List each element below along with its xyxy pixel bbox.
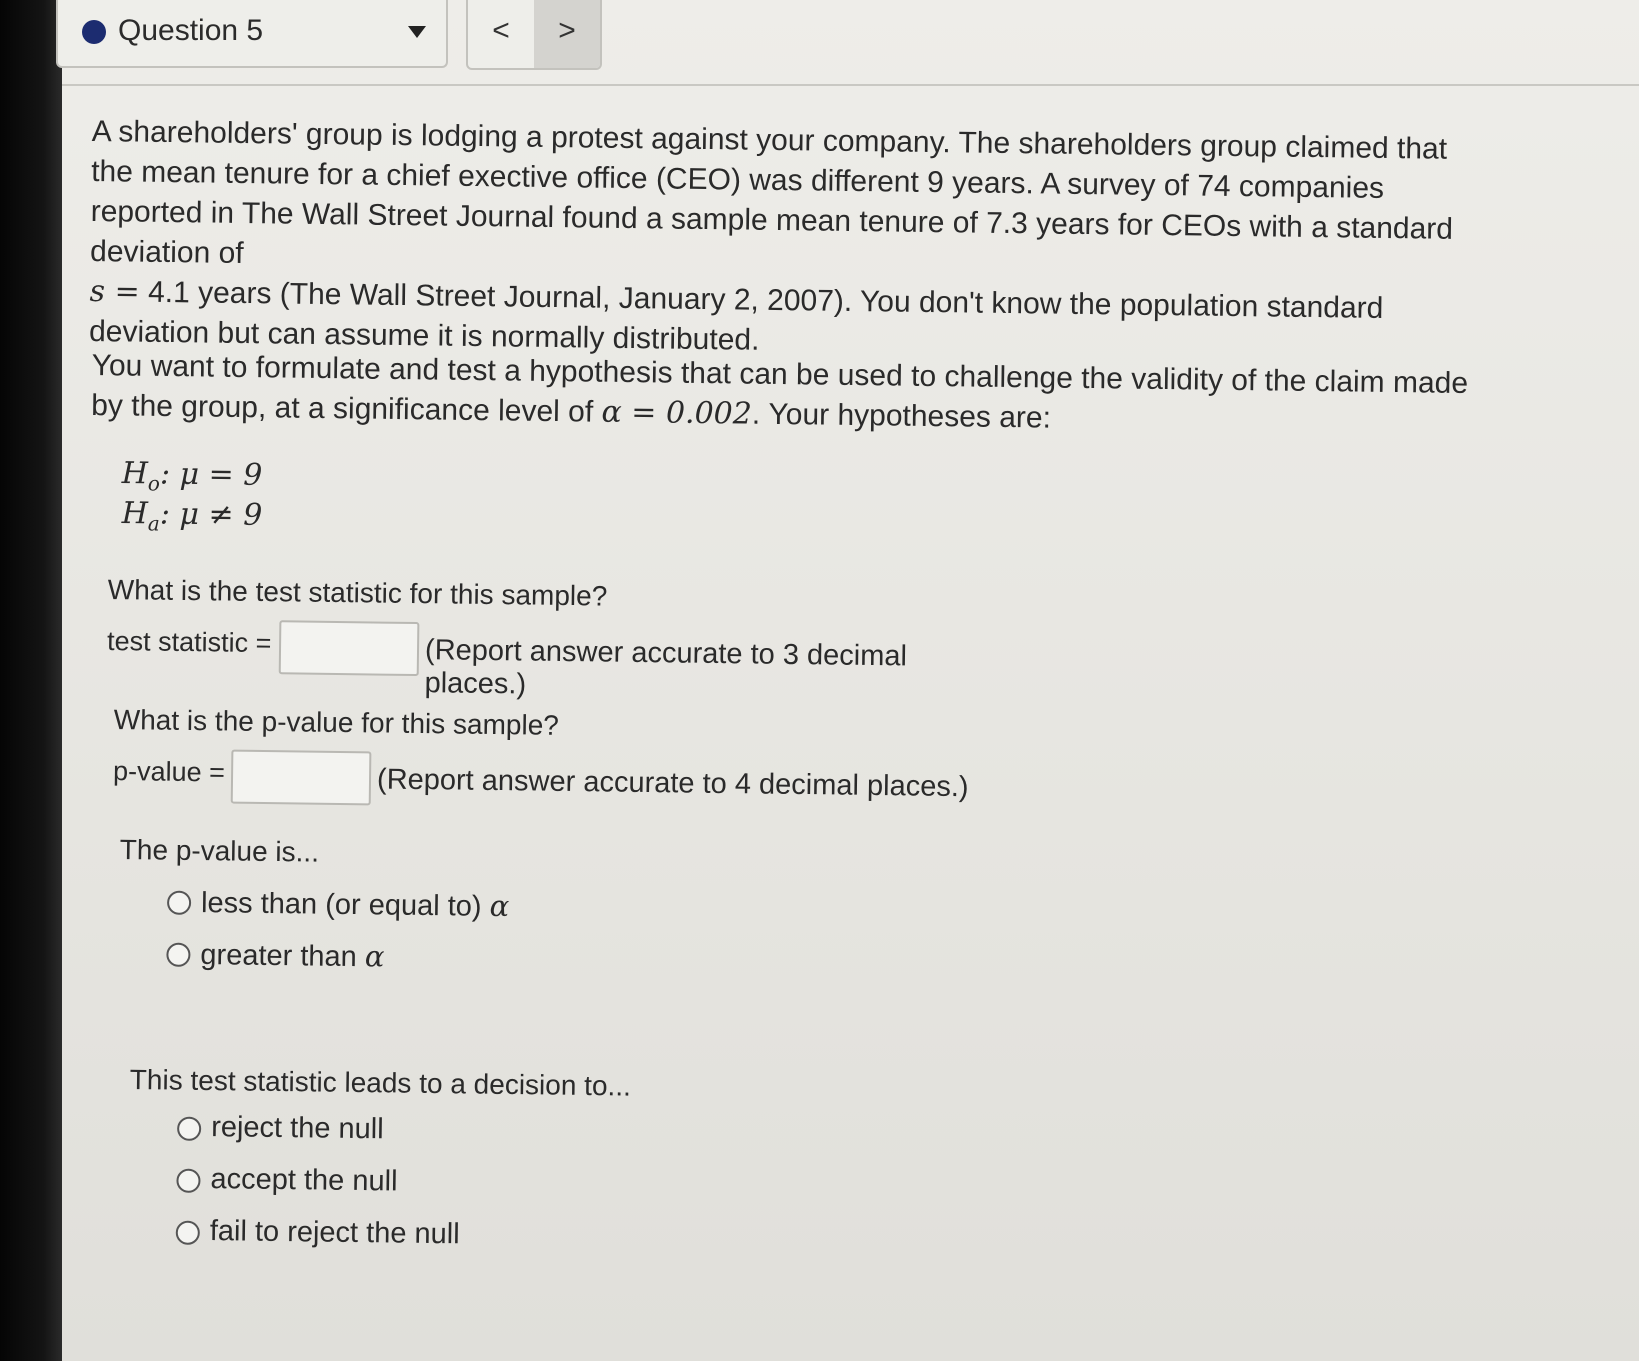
p-value-label: p-value =	[112, 755, 226, 788]
option-fail-to-reject-null-label: fail to reject the null	[209, 1215, 460, 1251]
alternative-hypothesis	[121, 494, 262, 545]
radio-button-icon[interactable]	[177, 1117, 201, 1141]
next-question-button[interactable]: >	[534, 0, 600, 68]
option-less-than-alpha[interactable]	[167, 885, 720, 944]
option-reject-null[interactable]	[177, 1111, 830, 1172]
radio-button-icon[interactable]	[167, 891, 191, 915]
question-status-dot-icon	[82, 20, 106, 44]
problem-text-part-2: 4.1 years (The Wall Street Journal, January 2, 2007). You don't know the population standard deviation but can assume it is normally distributed.	[88, 275, 1384, 357]
hypothesis-intro	[91, 346, 1572, 435]
caret-down-icon[interactable]	[408, 26, 426, 38]
sample-sd-symbol: s =	[89, 273, 140, 310]
p-value-comparison-section	[118, 834, 720, 996]
header-divider	[62, 84, 1639, 86]
decision-section	[127, 1064, 830, 1275]
significance-level: α = 0.002	[601, 394, 753, 432]
p-value-section	[113, 704, 1014, 820]
radio-button-icon[interactable]	[176, 1221, 200, 1245]
problem-paragraph-2	[91, 346, 1482, 444]
alternative-hypothesis-h: H	[121, 495, 149, 532]
question-selector[interactable]	[56, 0, 448, 68]
option-less-than-label: less than (or equal to)	[200, 887, 482, 923]
problem-text-part-1: A shareholders' group is lodging a protest against your company. The shareholders group claimed that the mean tenure for a chief exective office (CEO) was different 9 years. A survey of 74 companies reported in The Wall Street Journal found a sample mean tenure of 7.3 years for CEOs with a standard deviation of	[89, 114, 1454, 270]
option-reject-null-label: reject the null	[210, 1111, 384, 1146]
alternative-hypothesis-sub: a	[147, 511, 160, 536]
question-selector-label: Question 5	[118, 14, 264, 47]
radio-button-icon[interactable]	[166, 943, 190, 967]
p-value-question: What is the p-value for this sample?	[113, 704, 560, 741]
decision-question: This test statistic leads to a decision to...	[129, 1064, 632, 1102]
option-fail-to-reject-null[interactable]	[175, 1215, 828, 1276]
null-hypothesis-h: H	[121, 455, 149, 492]
option-accept-null[interactable]	[176, 1163, 829, 1224]
null-hypothesis-sub: o	[147, 471, 160, 496]
p-value-comparison-question: The p-value is...	[119, 834, 320, 868]
test-statistic-input[interactable]	[279, 620, 420, 676]
alpha-symbol: α	[364, 939, 385, 974]
problem-paragraph-1	[89, 112, 1492, 370]
test-statistic-label: test statistic =	[106, 625, 272, 659]
option-greater-than-label: greater than	[200, 939, 358, 974]
test-statistic-row	[106, 618, 1008, 701]
hypothesis-intro-end: . Your hypotheses are:	[751, 397, 1052, 435]
p-value-input[interactable]	[231, 750, 372, 806]
option-accept-null-label: accept the null	[210, 1163, 398, 1198]
null-hypothesis-expr: : μ = 9	[159, 456, 263, 493]
alpha-symbol: α	[489, 888, 510, 924]
option-greater-than-alpha[interactable]	[166, 937, 719, 996]
hypothesis-intro-text: You want to formulate and test a hypothesis that can be used to challenge the validity of the claim made by the group, at a significance level of	[91, 348, 1469, 429]
question-content	[88, 112, 1572, 357]
test-statistic-question: What is the test statistic for this sample?	[107, 574, 608, 612]
radio-button-icon[interactable]	[176, 1169, 200, 1193]
question-navigation	[466, 0, 602, 70]
test-statistic-hint: (Report answer accurate to 3 decimal places.)	[424, 634, 908, 701]
monitor-bezel	[0, 0, 62, 1361]
p-value-hint: (Report answer accurate to 4 decimal places.)	[376, 763, 969, 804]
p-value-row	[113, 748, 1014, 820]
alternative-hypothesis-expr: : μ ≠ 9	[159, 496, 263, 533]
test-statistic-section	[106, 574, 1008, 701]
previous-question-button[interactable]: <	[492, 14, 510, 47]
question-page	[62, 0, 1639, 1361]
